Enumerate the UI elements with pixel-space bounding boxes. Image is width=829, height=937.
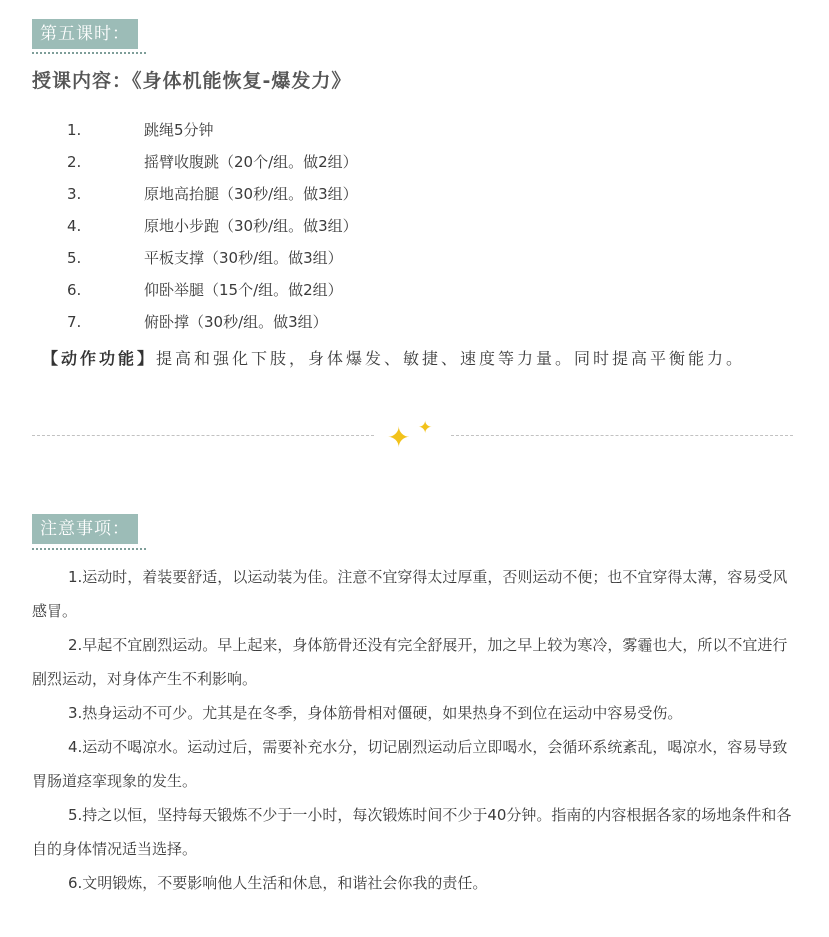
lesson-title: 授课内容：《身体机能恢复-爆发力》 [32,70,352,92]
list-item-text: 仰卧举腿（15个/组。做2组） [144,281,343,299]
list-item-text: 摇臂收腹跳（20个/组。做2组） [144,153,358,171]
note-paragraph: 1.运动时，着装要舒适，以运动装为佳。注意不宜穿得太过厚重，否则运动不便；也不宜穿得太薄，容易受风感冒。 [32,568,788,620]
list-item-number: 7. [67,313,82,331]
function-label: 【动作功能】 [42,349,157,368]
note-paragraph: 2.早起不宜剧烈运动。早上起来，身体筋骨还没有完全舒展开，加之早上较为寒冷，雾霾也大，所以不宜进行剧烈运动，对身体产生不利影响。 [32,636,788,688]
note-paragraph: 3.热身运动不可少。尤其是在冬季，身体筋骨相对僵硬，如果热身不到位在运动中容易受伤。 [68,704,683,722]
divider-line-right [451,435,793,436]
list-item-number: 3. [67,185,82,203]
list-item-number: 6. [67,281,82,299]
list-item-text: 跳绳5分钟 [144,121,214,139]
sparkle-icon: ✦ [418,418,433,438]
note-paragraph: 6.文明锻炼，不要影响他人生活和休息，和谐社会你我的责任。 [68,874,488,892]
notes-list [32,560,796,900]
notes-tag: 注意事项： [32,514,138,544]
notes-tag-underline [32,548,146,550]
sparkle-icon: ✦ [387,421,411,454]
list-item-text: 原地小步跑（30秒/组。做3组） [144,217,358,235]
divider-line-left [32,435,374,436]
function-text: 提高和强化下肢，身体爆发、敏捷、速度等力量。同时提高平衡能力。 [156,349,746,368]
list-item-text: 原地高抬腿（30秒/组。做3组） [144,185,358,203]
lesson-tag-underline [32,52,146,54]
note-paragraph: 5.持之以恒，坚持每天锻炼不少于一小时，每次锻炼时间不少于40分钟。指南的内容根据各家的场地条件和各自的身体情况适当选择。 [32,806,792,858]
list-item-number: 2. [67,153,82,171]
list-item-number: 4. [67,217,82,235]
lesson-tag: 第五课时： [32,19,138,49]
list-item-number: 5. [67,249,82,267]
note-paragraph: 4.运动不喝凉水。运动过后，需要补充水分，切记剧烈运动后立即喝水，会循环系统紊乱，喝凉水，容易导致胃肠道痉挛现象的发生。 [32,738,788,790]
list-item-number: 1. [67,121,82,139]
list-item-text: 俯卧撑（30秒/组。做3组） [144,313,328,331]
function-paragraph [42,342,794,376]
list-item-text: 平板支撑（30秒/组。做3组） [144,249,343,267]
